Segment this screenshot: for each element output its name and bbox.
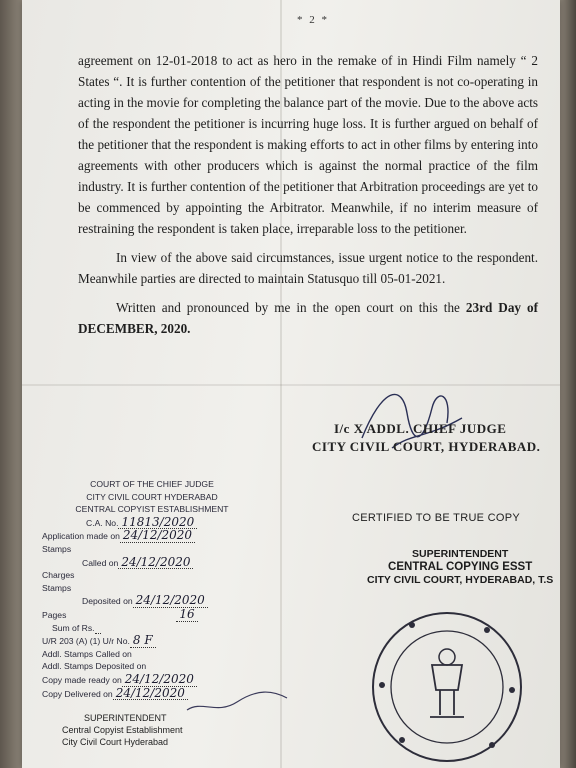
rule-value: 8 F xyxy=(130,634,156,648)
stamp-row-rule xyxy=(42,634,292,648)
ready-label: Copy made ready on xyxy=(42,674,122,685)
pronounced-month-year: DECEMBER, 2020. xyxy=(78,321,191,336)
sum-value xyxy=(95,633,101,634)
addl-deposited-label: Addl. Stamps Deposited on xyxy=(42,661,147,672)
stamp-header-2: CITY CIVIL COURT HYDERABAD xyxy=(86,491,218,502)
stamp-header-3: CENTRAL COPYIST ESTABLISHMENT xyxy=(75,504,229,515)
stamp-row-deposited xyxy=(42,594,292,608)
called-value: 24/12/2020 xyxy=(118,556,193,570)
supt-left-court: City Civil Court Hyderabad xyxy=(62,737,169,747)
superintendent-stamp xyxy=(367,548,553,587)
application-label: Application made on xyxy=(42,531,120,542)
order-body xyxy=(78,50,538,347)
background-right-edge xyxy=(560,0,576,768)
charges-label: Charges xyxy=(42,570,75,581)
called-label: Called on xyxy=(82,557,119,568)
supt-left-title: SUPERINTENDENT xyxy=(84,713,167,723)
small-round-stamp-mark xyxy=(182,680,292,720)
stamp-row-pages xyxy=(42,608,292,622)
ca-label: C.A. No. xyxy=(86,517,119,528)
document-page xyxy=(22,0,560,768)
superintendent-left-stamp xyxy=(62,712,183,748)
court-name: CITY CIVIL COURT, HYDERABAD. xyxy=(312,439,541,454)
ca-value: 11813/2020 xyxy=(118,516,197,530)
ready-value: 24/12/2020 xyxy=(122,673,197,687)
stamp-row-called xyxy=(42,556,292,570)
stamps2-label: Stamps xyxy=(42,582,72,593)
stamp-row-addl-called xyxy=(42,648,292,661)
supt-left-office: Central Copyist Establishment xyxy=(62,725,183,735)
delivered-label: Copy Delivered on xyxy=(42,688,113,699)
certified-true-copy: CERTIFIED TO BE TRUE COPY xyxy=(352,512,521,524)
stamp-row-stamps xyxy=(42,543,292,556)
copyist-stamp xyxy=(42,478,292,700)
stamp-row-sum xyxy=(42,622,292,635)
application-value: 24/12/2020 xyxy=(120,529,195,543)
paragraph-pronounced xyxy=(78,297,538,339)
stamp-row-ca xyxy=(42,516,292,530)
supt-court: CITY CIVIL COURT, HYDERABAD, T.S xyxy=(367,574,554,586)
delivered-value: 24/12/2020 xyxy=(113,687,188,701)
deposited-value: 24/12/2020 xyxy=(133,594,208,608)
stamp-row-application xyxy=(42,529,292,543)
supt-title: SUPERINTENDENT xyxy=(412,548,509,560)
stamps-label: Stamps xyxy=(42,543,72,554)
judge-signature-block xyxy=(312,420,540,456)
paragraph-notice: In view of the above said circumstances, issue urgent notice to the respondent. Meanwhile parties are directed to maintain Statusquo till 05-01-2021. xyxy=(78,250,538,286)
pronounced-text: Written and pronounced by me in the open court on this the xyxy=(116,300,466,315)
pages-label: Pages xyxy=(42,609,67,620)
paper-fold-horizontal xyxy=(22,384,560,386)
stamp-row-charges xyxy=(42,569,292,582)
paragraph-contention: agreement on 12-01-2018 to act as hero in the remake of in Hindi Film namely “ 2 States “. It is further contention of the petitioner that respondent is not co-operating in acting in the movie for completing the balance part of the movie. Due to the above acts of the respondent the petitioner is incurring huge loss. It is further argued on behalf of the petitioner that the respondent is making efforts to act in other films by entering into agreements with other producers which is against the normal practice of the film industry. It is further contention of the petitioner that Arbitration proceedings are yet to be commenced by appointing the Arbitrator. Meanwhile, if no interim measure of restraining the respondent is taken place, irreparable loss to the petitioner. xyxy=(78,53,538,236)
court-seal-emblem xyxy=(352,605,532,765)
supt-office: CENTRAL COPYING ESST xyxy=(388,561,533,573)
stamp-header-1: COURT OF THE CHIEF JUDGE xyxy=(90,479,214,489)
judge-designation: I/c X ADDL. CHIEF JUDGE xyxy=(334,421,507,436)
background-left-edge xyxy=(0,0,22,768)
sum-label: Sum of Rs. xyxy=(52,622,95,633)
rule-label: U/R 203 (A) (1) U/r No. xyxy=(42,636,130,647)
deposited-label: Deposited on xyxy=(82,596,133,607)
pages-value: 16 xyxy=(176,608,197,622)
pronounced-day: 23rd Day of xyxy=(465,300,538,315)
addl-called-label: Addl. Stamps Called on xyxy=(42,648,132,659)
page-number: * 2 * xyxy=(297,14,329,26)
